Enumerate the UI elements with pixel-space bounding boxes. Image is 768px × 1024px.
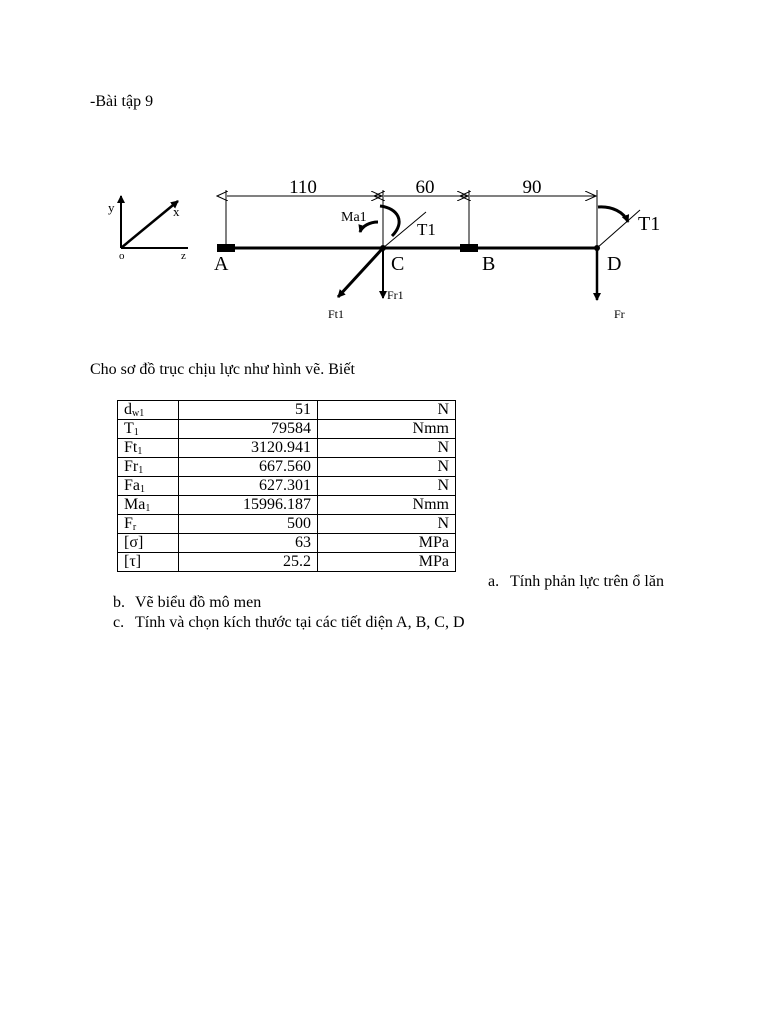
- param-symbol: [118, 515, 179, 534]
- label-t1-c: T1: [417, 220, 436, 239]
- point-label-b: B: [482, 253, 496, 275]
- label-t1-d: T1: [638, 213, 661, 235]
- param-symbol-text: [τ]: [124, 553, 142, 570]
- axis-label-y: y: [108, 200, 115, 215]
- param-symbol-subscript: 1: [138, 465, 144, 476]
- parameter-table-body: [118, 401, 456, 572]
- param-value: 3120.941: [179, 439, 318, 458]
- force-ft1-arrow: [338, 248, 383, 297]
- task-b-text: Vẽ biểu đồ mô men: [135, 594, 262, 611]
- param-unit: Nmm: [318, 496, 456, 515]
- dimension-label-110: 110: [289, 177, 317, 198]
- param-unit: N: [318, 439, 456, 458]
- param-symbol: [118, 420, 179, 439]
- shaft: [217, 244, 600, 252]
- param-symbol-subscript: w1: [132, 408, 145, 419]
- param-unit: MPa: [318, 534, 456, 553]
- dimension-lines: [226, 177, 597, 246]
- table-row: [118, 496, 456, 515]
- table-row: [118, 458, 456, 477]
- param-unit: N: [318, 458, 456, 477]
- param-symbol-text: T: [124, 420, 134, 437]
- param-symbol: [118, 534, 179, 553]
- table-row: [118, 401, 456, 420]
- task-a-text: Tính phản lực trên ổ lăn: [510, 573, 664, 590]
- task-c-text: Tính và chọn kích thước tại các tiết diện A, B, C, D: [135, 614, 465, 631]
- param-symbol-text: Fr: [124, 458, 139, 475]
- dimension-label-90: 90: [522, 177, 542, 198]
- param-symbol: [118, 458, 179, 477]
- param-symbol: [118, 496, 179, 515]
- task-c-marker: c.: [113, 614, 125, 631]
- param-unit: Nmm: [318, 420, 456, 439]
- point-label-a: A: [214, 253, 229, 275]
- param-symbol-subscript: 1: [140, 484, 145, 495]
- param-unit: N: [318, 515, 456, 534]
- shaft-diagram: [0, 160, 768, 330]
- param-value: 15996.187: [179, 496, 318, 515]
- bearing-b: [460, 244, 478, 252]
- axis-label-x: x: [173, 204, 180, 219]
- param-symbol-subscript: 1: [137, 446, 143, 457]
- param-symbol-text: Ft: [124, 439, 138, 456]
- param-unit: N: [318, 401, 456, 420]
- task-b: [113, 594, 261, 612]
- label-ft1: Ft1: [328, 307, 345, 321]
- param-symbol-text: [σ]: [124, 534, 144, 551]
- exercise-title: -Bài tập 9: [90, 93, 154, 110]
- param-symbol-subscript: 1: [145, 503, 151, 514]
- task-a-marker: a.: [488, 573, 500, 590]
- param-value: 79584: [179, 420, 318, 439]
- table-row: [118, 515, 456, 534]
- task-c: [113, 614, 465, 632]
- task-b-marker: b.: [113, 594, 125, 611]
- table-row: [118, 553, 456, 572]
- table-row: [118, 420, 456, 439]
- param-symbol: [118, 439, 179, 458]
- table-row: [118, 534, 456, 553]
- parameter-table: [117, 400, 456, 572]
- table-row: [118, 439, 456, 458]
- label-ma1: Ma1: [341, 210, 367, 225]
- intro-sentence: Cho sơ đồ trục chịu lực như hình vẽ. Biết: [90, 361, 355, 378]
- task-a: [488, 573, 664, 591]
- label-fr: Fr: [614, 307, 625, 321]
- param-value: 25.2: [179, 553, 318, 572]
- param-symbol-subscript: r: [132, 522, 137, 533]
- param-symbol: [118, 477, 179, 496]
- label-fr1: Fr1: [387, 288, 404, 302]
- param-symbol-subscript: 1: [133, 427, 139, 438]
- param-unit: MPa: [318, 553, 456, 572]
- param-symbol-text: F: [124, 515, 133, 532]
- param-symbol-text: Fa: [124, 477, 140, 494]
- param-value: 627.301: [179, 477, 318, 496]
- dimension-label-60: 60: [415, 177, 435, 198]
- torque-t1-d-arrow: [598, 207, 628, 222]
- bearing-a: [217, 244, 235, 252]
- point-label-d: D: [607, 253, 622, 275]
- table-row: [118, 477, 456, 496]
- param-value: 63: [179, 534, 318, 553]
- param-unit: N: [318, 477, 456, 496]
- axis-label-z: z: [181, 250, 186, 262]
- coordinate-axes: [108, 196, 188, 262]
- param-symbol-text: d: [124, 401, 132, 418]
- param-symbol: [118, 401, 179, 420]
- param-symbol: [118, 553, 179, 572]
- param-value: 500: [179, 515, 318, 534]
- axis-label-origin: o: [119, 250, 125, 262]
- param-value: 667.560: [179, 458, 318, 477]
- param-symbol-text: Ma: [124, 496, 146, 513]
- param-value: 51: [179, 401, 318, 420]
- point-label-c: C: [391, 253, 405, 275]
